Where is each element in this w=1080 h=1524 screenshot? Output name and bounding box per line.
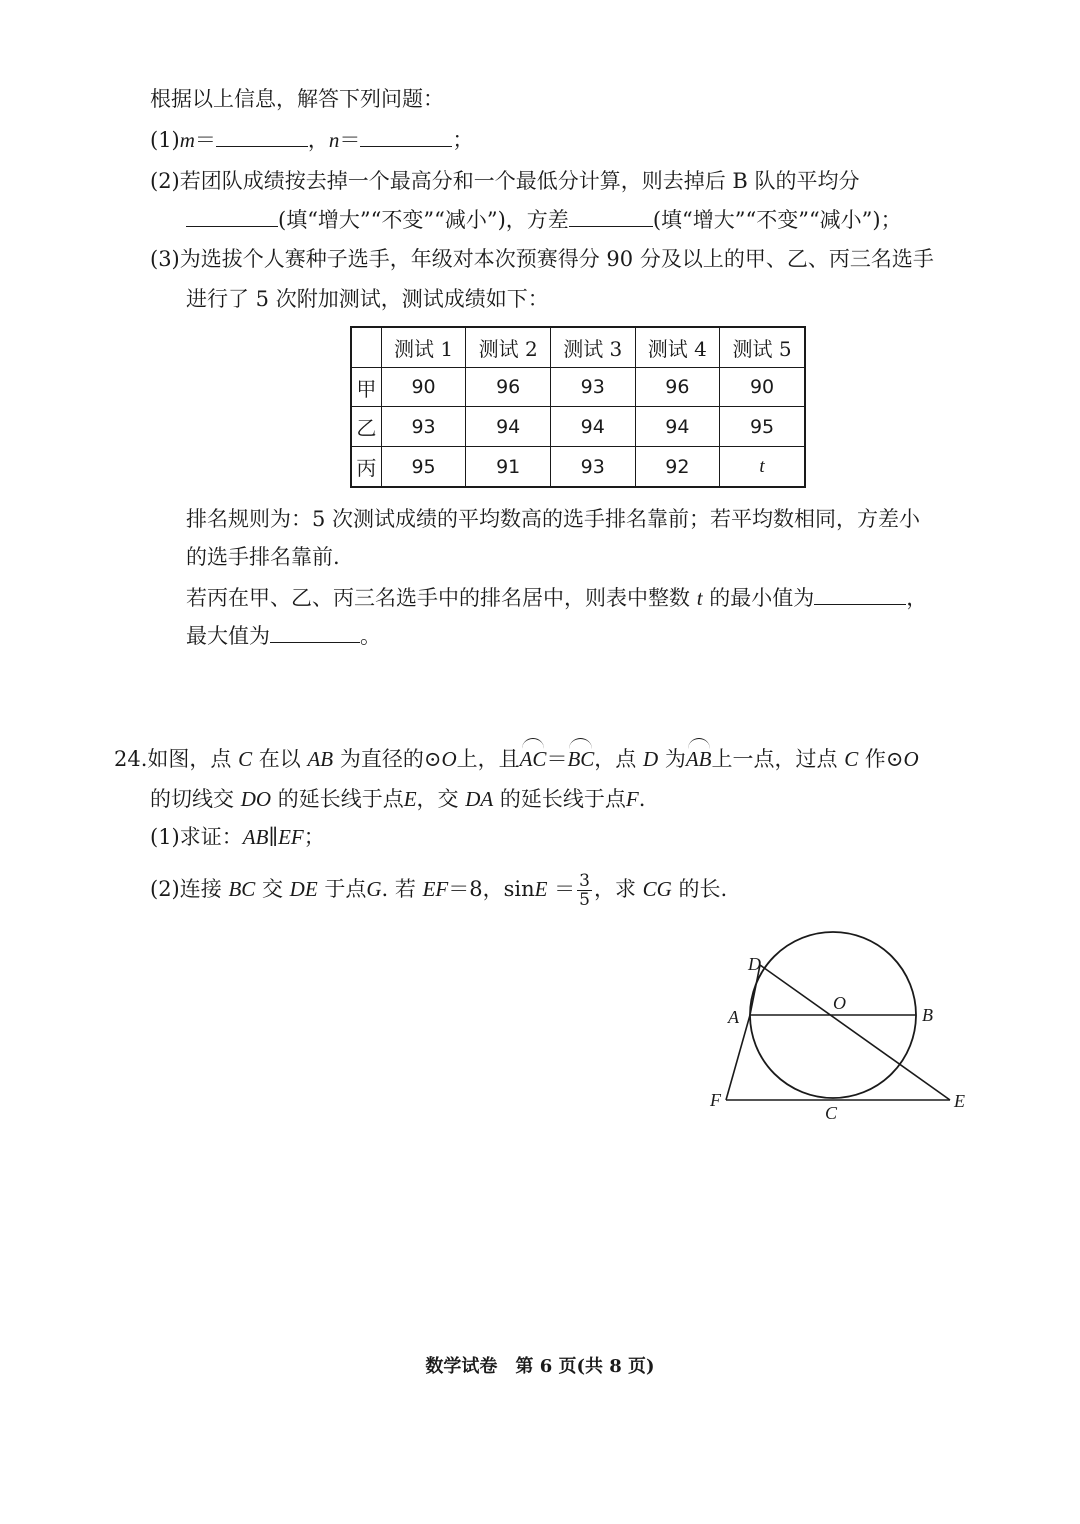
- table-header: 测试 3: [550, 327, 635, 367]
- table-header: 测试 5: [720, 327, 805, 367]
- label-a: A: [728, 1007, 739, 1027]
- table-cell: 96: [466, 367, 551, 407]
- scores-table: [350, 326, 806, 488]
- fraction-three-fifths: $\frac{3}{5}$: [579, 871, 590, 910]
- ranking-question-line1: 若丙在甲、乙、丙三名选手中的排名居中，则表中整数 t 的最小值为 ，: [186, 582, 927, 613]
- geometry-figure: [700, 925, 980, 1125]
- table-cell: 90: [720, 367, 805, 407]
- question-1: (1)m＝ ，n＝ ；: [150, 124, 473, 155]
- table-cell: 91: [466, 447, 551, 487]
- arc-ab: AB: [686, 742, 712, 774]
- table-cell: 95: [381, 447, 466, 487]
- table-header: 测试 1: [381, 327, 466, 367]
- table-header: 测试 4: [635, 327, 720, 367]
- row-name: 甲: [351, 367, 381, 407]
- table-cell: 94: [550, 407, 635, 447]
- label-e: E: [954, 1091, 965, 1111]
- table-cell: 95: [720, 407, 805, 447]
- row-name: 乙: [351, 407, 381, 447]
- table-row: [351, 367, 805, 407]
- label-d: D: [748, 954, 761, 974]
- table-cell: 94: [466, 407, 551, 447]
- table-cell: 90: [381, 367, 466, 407]
- label-b: B: [922, 1005, 933, 1025]
- arc-ac: AC: [520, 742, 547, 774]
- blank-average: [186, 204, 278, 227]
- question-24-line2: 的切线交 DO 的延长线于点E，交 DA 的延长线于点F.: [150, 787, 646, 811]
- blank-n: [360, 124, 452, 147]
- label-c: C: [825, 1103, 838, 1123]
- table-cell: 93: [550, 447, 635, 487]
- page-footer: 数学试卷 第 6 页(共 8 页): [425, 1356, 655, 1377]
- table-cell: 92: [635, 447, 720, 487]
- blank-min-value: [814, 582, 906, 605]
- table-row: [351, 447, 805, 487]
- table-header: 测试 2: [466, 327, 551, 367]
- table-cell: 93: [550, 367, 635, 407]
- label-o: O: [833, 993, 846, 1013]
- blank-max-value: [270, 620, 360, 643]
- question-3-line1: (3)为选拔个人赛种子选手，年级对本次预赛得分 90 分及以上的甲、乙、丙三名选手: [150, 247, 934, 271]
- blank-m: [216, 124, 308, 147]
- intro-text: 根据以上信息，解答下列问题：: [150, 87, 444, 111]
- table-header-row: [351, 327, 805, 367]
- ranking-question-line2: 最大值为 。: [186, 620, 381, 651]
- line-af: [726, 1015, 750, 1100]
- question-24-part1: (1)求证：AB∥EF；: [150, 825, 325, 849]
- question-2-line2: (填“增大”“不变”“减小”)，方差 (填“增大”“不变”“减小”)；: [186, 204, 902, 235]
- ranking-rule-line2: 的选手排名靠前.: [186, 545, 340, 569]
- question-24-line1: 24.如图，点 C 在以 AB 为直径的⊙O上，且AC＝BC，点 D 为AB上一点，过点 C 作⊙O: [114, 742, 919, 774]
- ranking-rule-line1: 排名规则为：5 次测试成绩的平均数高的选手排名靠前；若平均数相同，方差小: [186, 507, 921, 531]
- table-corner: [351, 327, 381, 367]
- table-row: [351, 407, 805, 447]
- line-de: [760, 965, 950, 1100]
- arc-bc: BC: [567, 742, 594, 774]
- blank-variance: [569, 204, 653, 227]
- table-cell: 94: [635, 407, 720, 447]
- table-cell: t: [720, 447, 805, 487]
- label-f: F: [710, 1090, 721, 1110]
- question-24-part2: (2)连接 BC 交 DE 于点G. 若 EF＝8，sinE ＝ $\frac{3}{5}$ ，求 CG 的长.: [150, 871, 728, 910]
- table-cell: 96: [635, 367, 720, 407]
- row-name: 丙: [351, 447, 381, 487]
- question-2-line1: (2)若团队成绩按去掉一个最高分和一个最低分计算，则去掉后 B 队的平均分: [150, 169, 860, 193]
- table-cell: 93: [381, 407, 466, 447]
- question-3-line2: 进行了 5 次附加测试，测试成绩如下：: [186, 287, 549, 311]
